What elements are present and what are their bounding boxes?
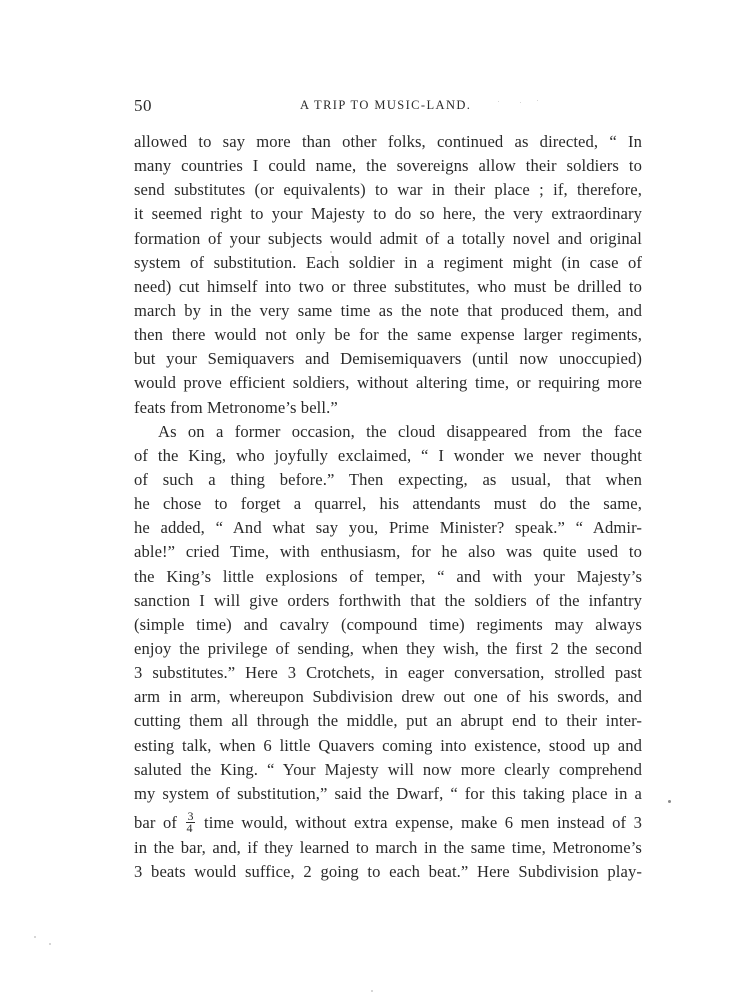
text-line: allowed to say more than other folks, continued as directed, “ In (134, 132, 642, 151)
paper-speck (537, 100, 538, 101)
paper-speck (49, 943, 51, 945)
page-number: 50 (134, 96, 152, 115)
text-line: (simple time) and cavalry (compound time) regiments may always (134, 614, 642, 634)
paper-speck (668, 800, 671, 803)
text-line: it seemed right to your Majesty to do so here, the very extraordinary (134, 204, 642, 224)
text-line: many countries I could name, the sovereigns allow their soldiers to (134, 156, 642, 176)
text-line: formation of your subjects would admit of a totally novel and original (134, 228, 642, 248)
text-line: then there would not only be for the same expense larger regiments, (134, 325, 642, 345)
text-line: march by in the very same time as the note that produced them, and (134, 300, 642, 320)
text-line: sanction I will give orders forthwith that the soldiers of the infantry (134, 590, 642, 610)
text-line: send substitutes (or equivalents) to war in their place ; if, therefore, (134, 180, 642, 200)
fraction-line-after: time would, without extra expense, make 6 men instead of 3 (204, 812, 642, 832)
fraction-line-before: bar of (134, 812, 177, 832)
text-line: he added, “ And what say you, Prime Minister? speak.” “ Admir- (134, 518, 642, 538)
text-line: able!” cried Time, with enthusiasm, for he also was quite used to (134, 542, 642, 562)
body-text (134, 130, 642, 884)
text-line: cutting them all through the middle, put an abrupt end to their inter- (134, 711, 642, 731)
paper-speck (330, 251, 332, 253)
text-line: he chose to forget a quarrel, his attendants must do the same, (134, 494, 642, 514)
running-title: A TRIP TO MUSIC-LAND. (300, 98, 472, 112)
running-head (134, 96, 642, 116)
text-line: of the King, who joyfully exclaimed, “ I wonder we never thought (134, 445, 642, 465)
text-line: enjoy the privilege of sending, when they wish, the first 2 the second (134, 638, 642, 658)
paper-speck (34, 936, 36, 938)
text-line: 3 beats would suffice, 2 going to each beat.” Here Subdivision play- (134, 862, 642, 882)
text-line: system of substitution. Each soldier in a regiment might (in case of (134, 252, 642, 272)
text-line: of such a thing before.” Then expecting, as usual, that when (134, 469, 642, 489)
paragraph-end-line: feats from Metronome’s bell.” (134, 397, 338, 417)
text-line: the King’s little explosions of temper, “ and with your Majesty’s (134, 566, 642, 586)
fraction-numerator: 3 (187, 808, 194, 823)
fraction-denominator: 4 (186, 820, 193, 835)
text-line: esting talk, when 6 little Quavers coming into existence, stood up and (134, 735, 642, 755)
paragraph-start-line: As on a former occasion, the cloud disappeared from the face (158, 421, 642, 441)
text-line: in the bar, and, if they learned to march in the same time, Metronome’s (134, 838, 642, 858)
paper-speck (498, 101, 499, 102)
text-line: my system of substitution,” said the Dwarf, “ for this taking place in a (134, 783, 642, 803)
text-line: need) cut himself into two or three substitutes, who must be drilled to (134, 276, 642, 296)
text-line: would prove efficient soldiers, without altering time, or requiring more (134, 373, 642, 393)
time-signature-fraction (186, 808, 194, 835)
text-line: but your Semiquavers and Demisemiquavers (until now unoccupied) (134, 349, 642, 369)
text-line: 3 substitutes.” Here 3 Crotchets, in eager conversation, strolled past (134, 663, 642, 683)
text-line: arm in arm, whereupon Subdivision drew out one of his swords, and (134, 687, 642, 707)
text-line-with-fraction (134, 808, 642, 835)
paper-speck (371, 990, 373, 992)
paper-speck (520, 102, 521, 103)
text-line: saluted the King. “ Your Majesty will now more clearly comprehend (134, 759, 642, 779)
